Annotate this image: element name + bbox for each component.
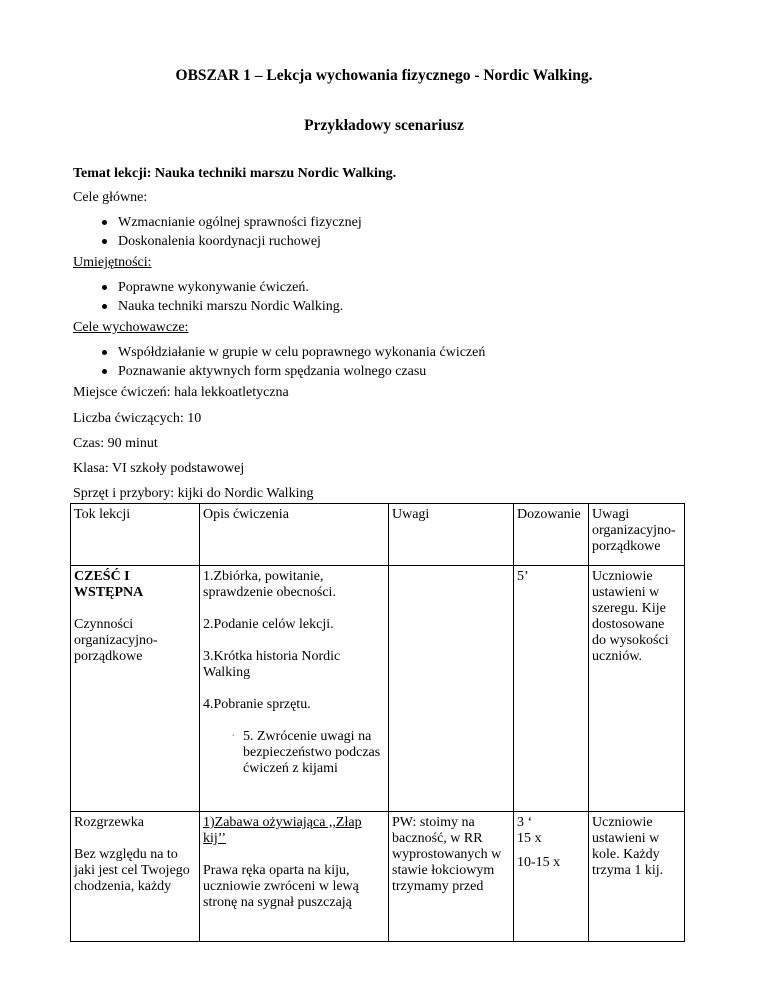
bullet-icon: [102, 369, 107, 374]
exercise-step: 2.Podanie celów lekcji.: [203, 617, 334, 632]
section-title: CZEŚĆ I WSTĘPNA: [74, 569, 144, 600]
document-title: OBSZAR 1 – Lekcja wychowania fizycznego - Nordic Walking.: [175, 67, 593, 84]
info-place: Miejsce ćwiczeń: hala lekkoatletyczna: [73, 385, 289, 400]
list-item: Wzmacnianie ogólnej sprawności fizycznej: [73, 213, 362, 232]
exercise-step: 4.Pobranie sprzętu.: [203, 697, 311, 712]
header-cell: Uwagi: [389, 504, 514, 566]
list-item: Poprawne wykonywanie ćwiczeń.: [73, 278, 343, 297]
table-cell: [71, 812, 200, 942]
header-cell: Opis ćwiczenia: [200, 504, 389, 566]
list-item: Nauka techniki marszu Nordic Walking.: [73, 297, 343, 316]
exercise-step: 1.Zbiórka, powitanie, sprawdzenie obecności.: [203, 569, 336, 600]
dosage-value: 10-15 x: [517, 855, 561, 870]
section-title: Rozgrzewka: [74, 815, 144, 830]
info-count: Liczba ćwiczących: 10: [73, 411, 202, 426]
bullet-icon: ·: [231, 729, 236, 744]
header-cell: Uwagi organizacyjno-porządkowe: [589, 504, 685, 566]
header-cell: Dozowanie: [514, 504, 589, 566]
list-item: Współdziałanie w grupie w celu poprawnego wykonania ćwiczeń: [73, 343, 485, 362]
bullet-icon: [102, 350, 107, 355]
goals-label: Cele główne:: [73, 190, 148, 205]
bullet-icon: [102, 285, 107, 290]
bullet-icon: [102, 220, 107, 225]
document-subtitle: Przykładowy scenariusz: [304, 117, 464, 134]
table-cell: [71, 566, 200, 812]
table-cell: Uczniowie ustawieni w kole. Każdy trzyma 1 kij.: [589, 812, 685, 942]
list-item: Doskonalenia koordynacji ruchowej: [73, 232, 362, 251]
table-cell: [200, 566, 389, 812]
dosage-value: 15 x: [517, 831, 542, 846]
skills-label: Umiejętności:: [73, 255, 152, 270]
table-cell: [200, 812, 389, 942]
exercise-step-indented: · 5. Zwrócenie uwagi na bezpieczeństwo podczas ćwiczeń z kijami: [231, 729, 381, 776]
table-cell: [514, 812, 589, 942]
exercise-title: 1)Zabawa ożywiająca ,,Złap kij’’: [203, 815, 362, 846]
lesson-table: [70, 503, 685, 942]
exercise-text: Prawa ręka oparta na kiju, uczniowie zwróceni w lewą stronę na sygnał puszczają: [203, 863, 359, 910]
info-time: Czas: 90 minut: [73, 436, 158, 451]
table-cell: [389, 566, 514, 812]
lesson-topic: Temat lekcji: Nauka techniki marszu Nordic Walking.: [73, 166, 397, 181]
educational-list: [73, 343, 485, 381]
skills-list: [73, 278, 343, 316]
section-subtitle: Bez względu na to jaki jest cel Twojego chodzenia, każdy: [74, 847, 190, 894]
bullet-icon: [102, 304, 107, 309]
info-equipment: Sprzęt i przybory: kijki do Nordic Walking: [73, 486, 314, 501]
table-cell: Uczniowie ustawieni w szeregu. Kije dostosowane do wysokości uczniów.: [589, 566, 685, 812]
header-cell: Tok lekcji: [71, 504, 200, 566]
goals-list: [73, 213, 362, 251]
table-row: [71, 812, 685, 942]
table-header-row: [71, 504, 685, 566]
section-subtitle: Czynności organizacyjno-porządkowe: [74, 617, 158, 664]
table-cell: PW: stoimy na baczność, w RR wyprostowanych w stawie łokciowym trzymamy przed: [389, 812, 514, 942]
list-item: Poznawanie aktywnych form spędzania wolnego czasu: [73, 362, 485, 381]
educational-label: Cele wychowawcze:: [73, 320, 189, 335]
table-cell: 5’: [514, 566, 589, 812]
dosage-value: 3 ‘: [517, 815, 533, 830]
exercise-step: 3.Krótka historia Nordic Walking: [203, 649, 341, 680]
bullet-icon: [102, 239, 107, 244]
table-row: [71, 566, 685, 812]
info-class: Klasa: VI szkoły podstawowej: [73, 461, 245, 476]
